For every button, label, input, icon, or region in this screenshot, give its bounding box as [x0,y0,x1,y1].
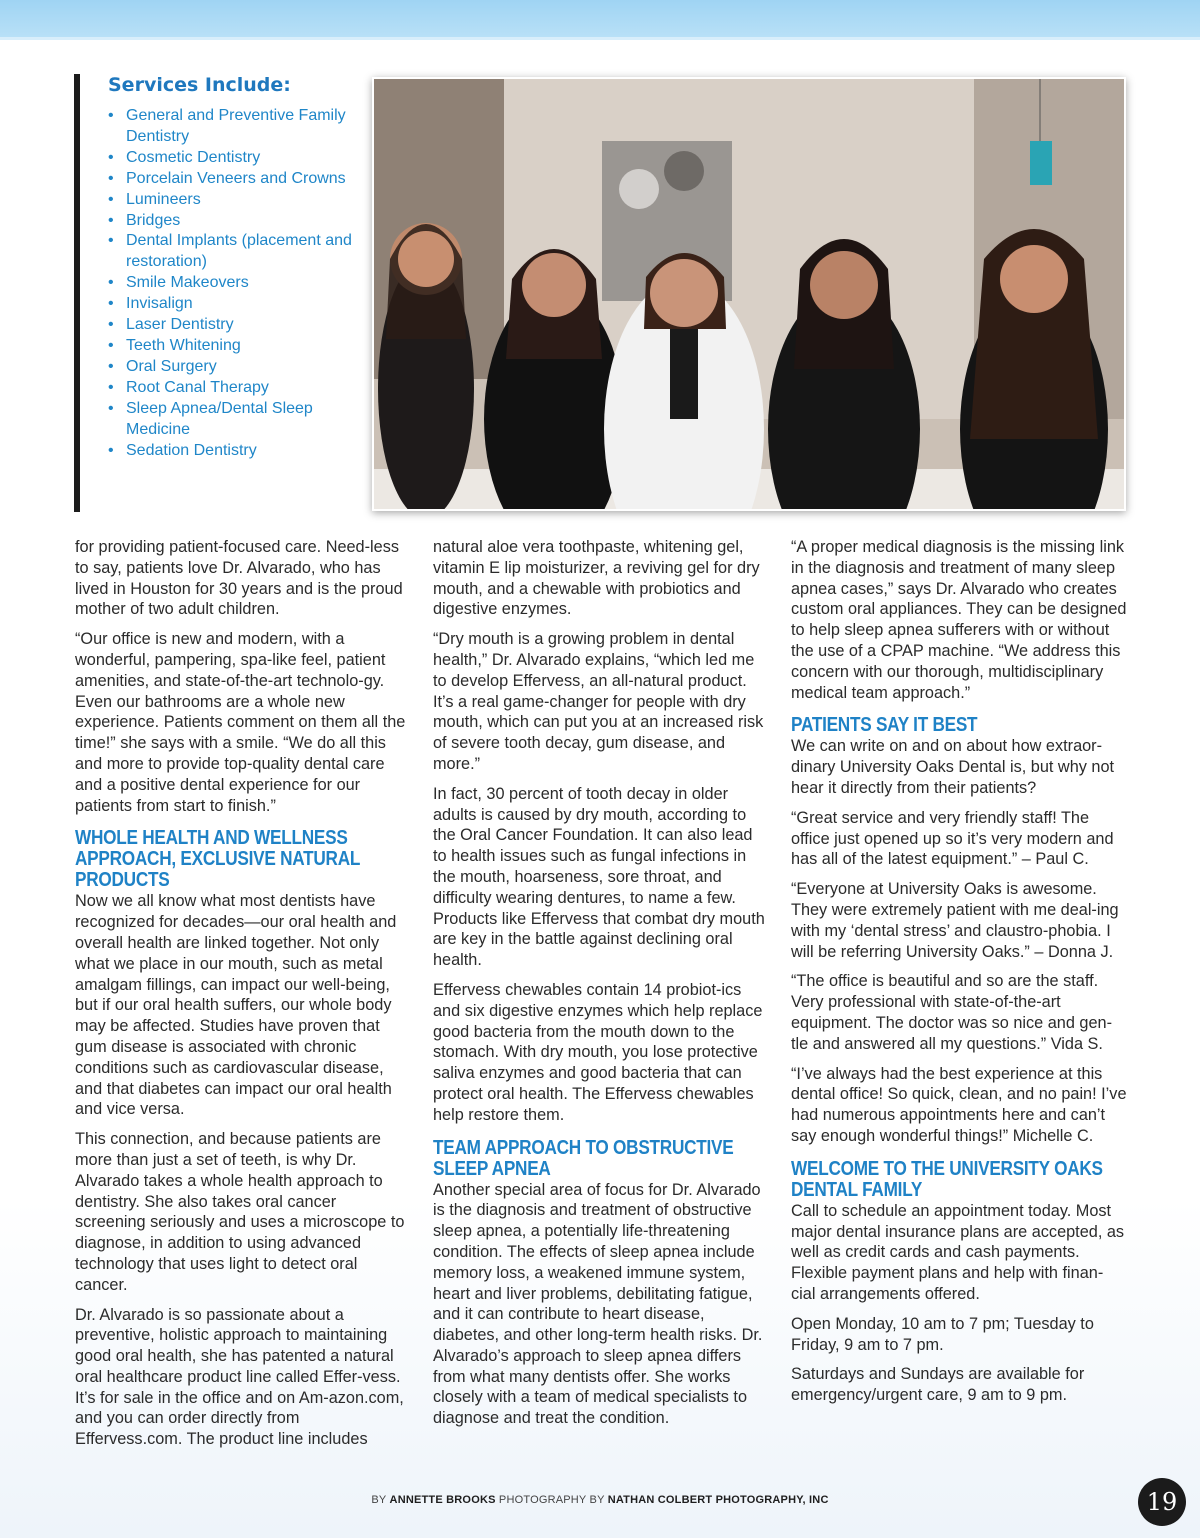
credit-photographer: NATHAN COLBERT PHOTOGRAPHY, INC [607,1494,829,1506]
team-photo-illustration [374,79,1124,509]
photo-credit [0,1494,1200,1506]
top-color-band [0,0,1200,40]
section-heading: TEAM APPROACH TO OBSTRUCTIVE SLEEP APNEA [433,1136,734,1180]
article-column-1 [75,537,411,1459]
service-item: • General and Preventive Family Dentistry [108,106,370,148]
service-item: • Bridges [108,211,370,232]
services-title: Services Include: [108,74,291,96]
section-heading: WELCOME TO THE UNIVERSITY OAKS DENTAL FAMILY [791,1157,1103,1201]
service-item: • Dental Implants (placement and restoration) [108,231,370,273]
testimonial: “Great service and very friendly staff! The office just opened up so it’s very modern and has all of the latest equipment.” – Paul C. [791,808,1114,869]
service-item: • Teeth Whitening [108,336,370,357]
paragraph: natural aloe vera toothpaste, whitening gel, vitamin E lip moisturizer, a reviving gel for dry mouth, and a chewable with probiotics and digestive enzymes. [433,538,760,619]
credit-author: ANNETTE BROOKS [389,1494,496,1506]
team-photo [372,77,1126,511]
paragraph: “Dry mouth is a growing problem in dental health,” Dr. Alvarado explains, “which led me to develop Effervess, an all-natural product. It’s a real game-changer for people with dry mouth, which can put you at an increased risk of severe tooth decay, gum disease, and more.” [433,630,764,773]
testimonial: “The office is beautiful and so are the staff. Very professional with state-of-the-art equipment. The doctor was so nice and gen-tle and answered all my questions.” Vida S. [791,972,1112,1053]
paragraph: “Our office is new and modern, with a wonderful, pampering, spa-like feel, patient amenities, and state-of-the-art technolo-gy. Even our bathrooms are a whole new experience. Patients comment on them all the time!” she says with a smile. “We do all this and more to provide top-quality dental care and a positive dental experience for our patients from start to finish.” [75,630,406,815]
paragraph: for providing patient-focused care. Need-less to say, patients love Dr. Alvarado, who has lived in Houston for 30 years and is the proud mother of two adult children. [75,538,403,619]
paragraph: This connection, and because patients are more than just a set of teeth, is why Dr. Alvarado takes a whole health approach to dentistry. She also takes oral cancer screening seriously and uses a microscope to diagnose, in addition to using advanced technology that uses light to detect oral cancer. [75,1130,405,1294]
paragraph: In fact, 30 percent of tooth decay in older adults is caused by dry mouth, according to the Oral Cancer Foundation. It can also lead to health issues such as fungal infections in the mouth, hoarseness, sore throat, and difficulty wearing dentures, to name a few. Products like Effervess that combat dry mouth are key in the battle against declining oral health. [433,784,765,970]
article-column-2 [433,537,769,1438]
credit-by-label: BY [371,1494,387,1506]
page-number: 19 [1138,1478,1186,1526]
services-sidebar [74,74,370,512]
service-item: • Smile Makeovers [108,273,370,294]
section-heading: WHOLE HEALTH AND WELLNESS APPROACH, EXCLUSIVE NATURAL PRODUCTS [75,827,360,892]
service-item: • Sleep Apnea/Dental Sleep Medicine [108,399,370,441]
service-item: • Laser Dentistry [108,315,370,336]
services-list [108,106,370,461]
paragraph: We can write on and on about how extraor-dinary University Oaks Dental is, but why not hear it directly from their patients? [791,737,1115,797]
article-column-3 [791,537,1127,1415]
service-item: • Oral Surgery [108,357,370,378]
paragraph: Call to schedule an appointment today. Most major dental insurance plans are accepted, as well as credit cards and cash payments. Flexible payment plans and help with finan-cial arrangements offered. [791,1201,1125,1303]
service-item: • Lumineers [108,190,370,211]
section-heading: PATIENTS SAY IT BEST [791,714,978,737]
service-item: • Porcelain Veneers and Crowns [108,169,370,190]
paragraph: Open Monday, 10 am to 7 pm; Tuesday to Friday, 9 am to 7 pm. [791,1314,1094,1354]
service-item: • Invisalign [108,294,370,315]
service-item: • Cosmetic Dentistry [108,148,370,169]
paragraph: “A proper medical diagnosis is the missing link in the diagnosis and treatment of many sleep apnea cases,” says Dr. Alvarado who creates custom oral appliances. They can be designed to help sleep apnea sufferers with or without the use of a CPAP machine. “We address this concern with our thorough, multidisciplinary medical team approach.” [791,538,1127,702]
paragraph: Effervess chewables contain 14 probiot-ics and six digestive enzymes which help replace good bacteria from the mouth down to the stomach. With dry mouth, you lose protective saliva enzymes and good bacteria that can protect oral health. The Effervess chewables help restore them. [433,980,763,1124]
service-item: • Root Canal Therapy [108,378,370,399]
paragraph: Another special area of focus for Dr. Alvarado is the diagnosis and treatment of obstructive sleep apnea, a potentially life-threatening condition. The effects of sleep apnea include memory loss, a weakened immune system, heart and liver problems, debilitating fatigue, and it can contribute to heart disease, diabetes, and other long-term health risks. Dr. Alvarado’s approach to sleep apnea differs from what many dentists offer. She works closely with a team of medical specialists to diagnose and treat the condition. [433,1180,763,1428]
testimonial: “I’ve always had the best experience at this dental office! So quick, clean, and no pain! I’ve had numerous appointments here and can’t say enough wonderful things!” Michelle C. [791,1064,1127,1145]
paragraph: Dr. Alvarado is so passionate about a preventive, holistic approach to maintaining good oral health, she has patented a natural oral healthcare product line called Effer-vess. It’s for sale in the office and on Am-azon.com, and you can order directly from Effervess.com. The product line includes [75,1305,404,1449]
service-item: • Sedation Dentistry [108,441,370,462]
paragraph: Saturdays and Sundays are available for emergency/urgent care, 9 am to 9 pm. [791,1365,1085,1405]
credit-photo-label: PHOTOGRAPHY BY [498,1494,605,1506]
testimonial: “Everyone at University Oaks is awesome. They were extremely patient with me deal-ing with my ‘dental stress’ and claustro-phobia. I will be referring University Oaks.” – Donna J. [791,880,1119,961]
paragraph: Now we all know what most dentists have recognized for decades—our oral health and overall health are linked together. Not only what we place in our mouth, such as metal amalgam fillings, can impact our well-being, but if our oral health suffers, our whole body may be affected. Studies have proven that gum disease is associated with chronic conditions such as cardiovascular disease, and that diabetes can impact our oral health and vice versa. [75,892,397,1119]
